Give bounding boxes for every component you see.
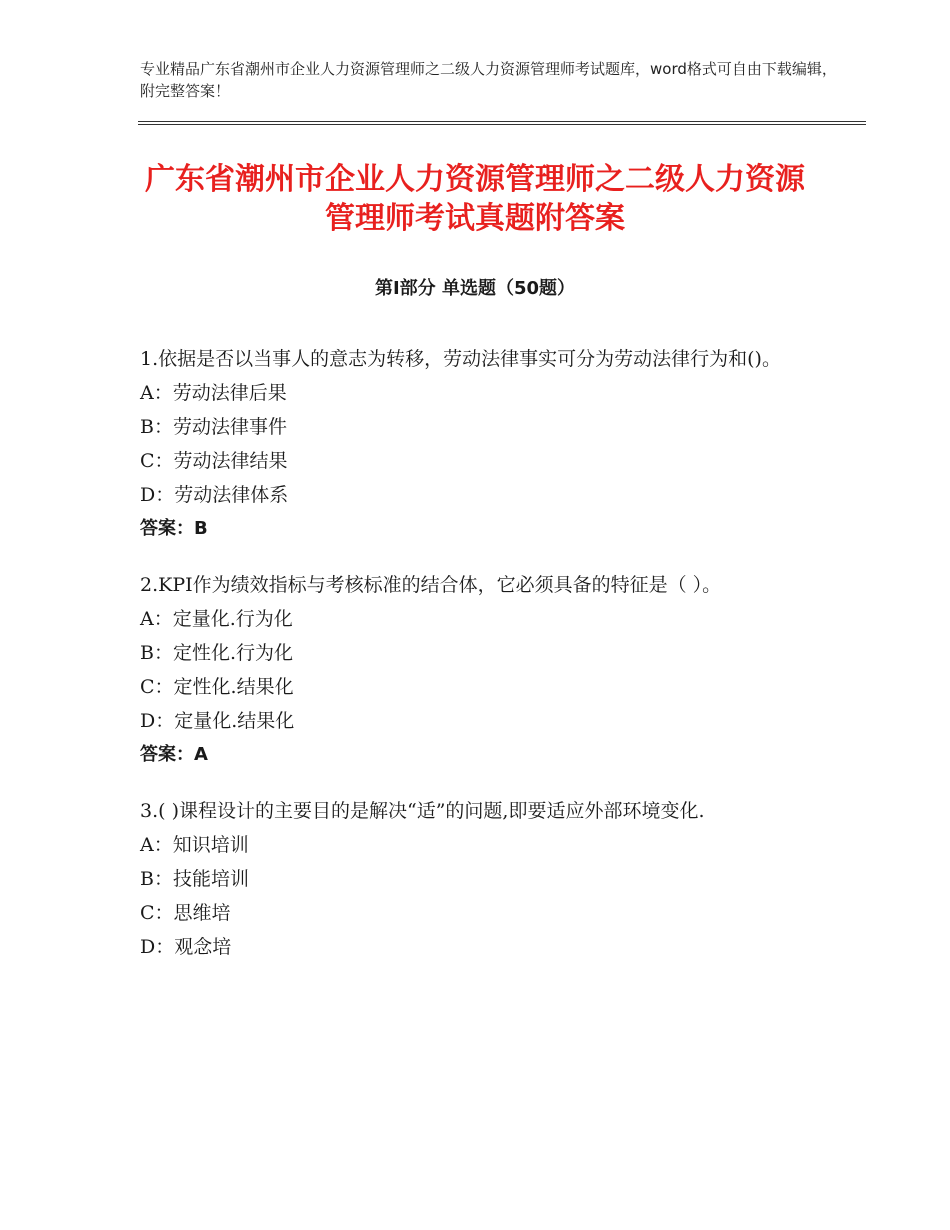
question-3: [140, 794, 810, 964]
question-stem: 3.( )课程设计的主要目的是解决“适”的问题,即要适应外部环境变化.: [140, 800, 705, 822]
question-1: [140, 342, 810, 546]
section-title: 第Ⅰ部分 单选题（50题）: [374, 278, 575, 299]
header-divider: [138, 121, 866, 125]
question-2: [140, 568, 810, 772]
option-c: C：劳动法律结果: [140, 450, 288, 472]
option-c: C：定性化.结果化: [140, 676, 294, 698]
option-d: D：观念培: [140, 936, 232, 958]
option-a: A：知识培训: [140, 834, 249, 856]
question-stem: 1.依据是否以当事人的意志为转移，劳动法律事实可分为劳动法律行为和()。: [140, 348, 781, 370]
header-note: 专业精品广东省潮州市企业人力资源管理师之二级人力资源管理师考试题库，word格式可自由下载编辑，附完整答案！: [140, 60, 837, 100]
answer: 答案：B: [140, 518, 208, 539]
option-a: A：劳动法律后果: [140, 382, 287, 404]
option-b: B：定性化.行为化: [140, 642, 294, 664]
option-b: B：技能培训: [140, 868, 249, 890]
question-list: [140, 342, 810, 986]
option-b: B：劳动法律事件: [140, 416, 287, 438]
question-stem: 2.KPI作为绩效指标与考核标准的结合体，它必须具备的特征是（ ）。: [140, 574, 722, 596]
document-title: 广东省潮州市企业人力资源管理师之二级人力资源管理师考试真题附答案: [145, 162, 805, 236]
option-d: D：劳动法律体系: [140, 484, 289, 506]
option-a: A：定量化.行为化: [140, 608, 293, 630]
answer: 答案：A: [140, 744, 208, 765]
option-c: C：思维培: [140, 902, 231, 924]
option-d: D：定量化.结果化: [140, 710, 295, 732]
